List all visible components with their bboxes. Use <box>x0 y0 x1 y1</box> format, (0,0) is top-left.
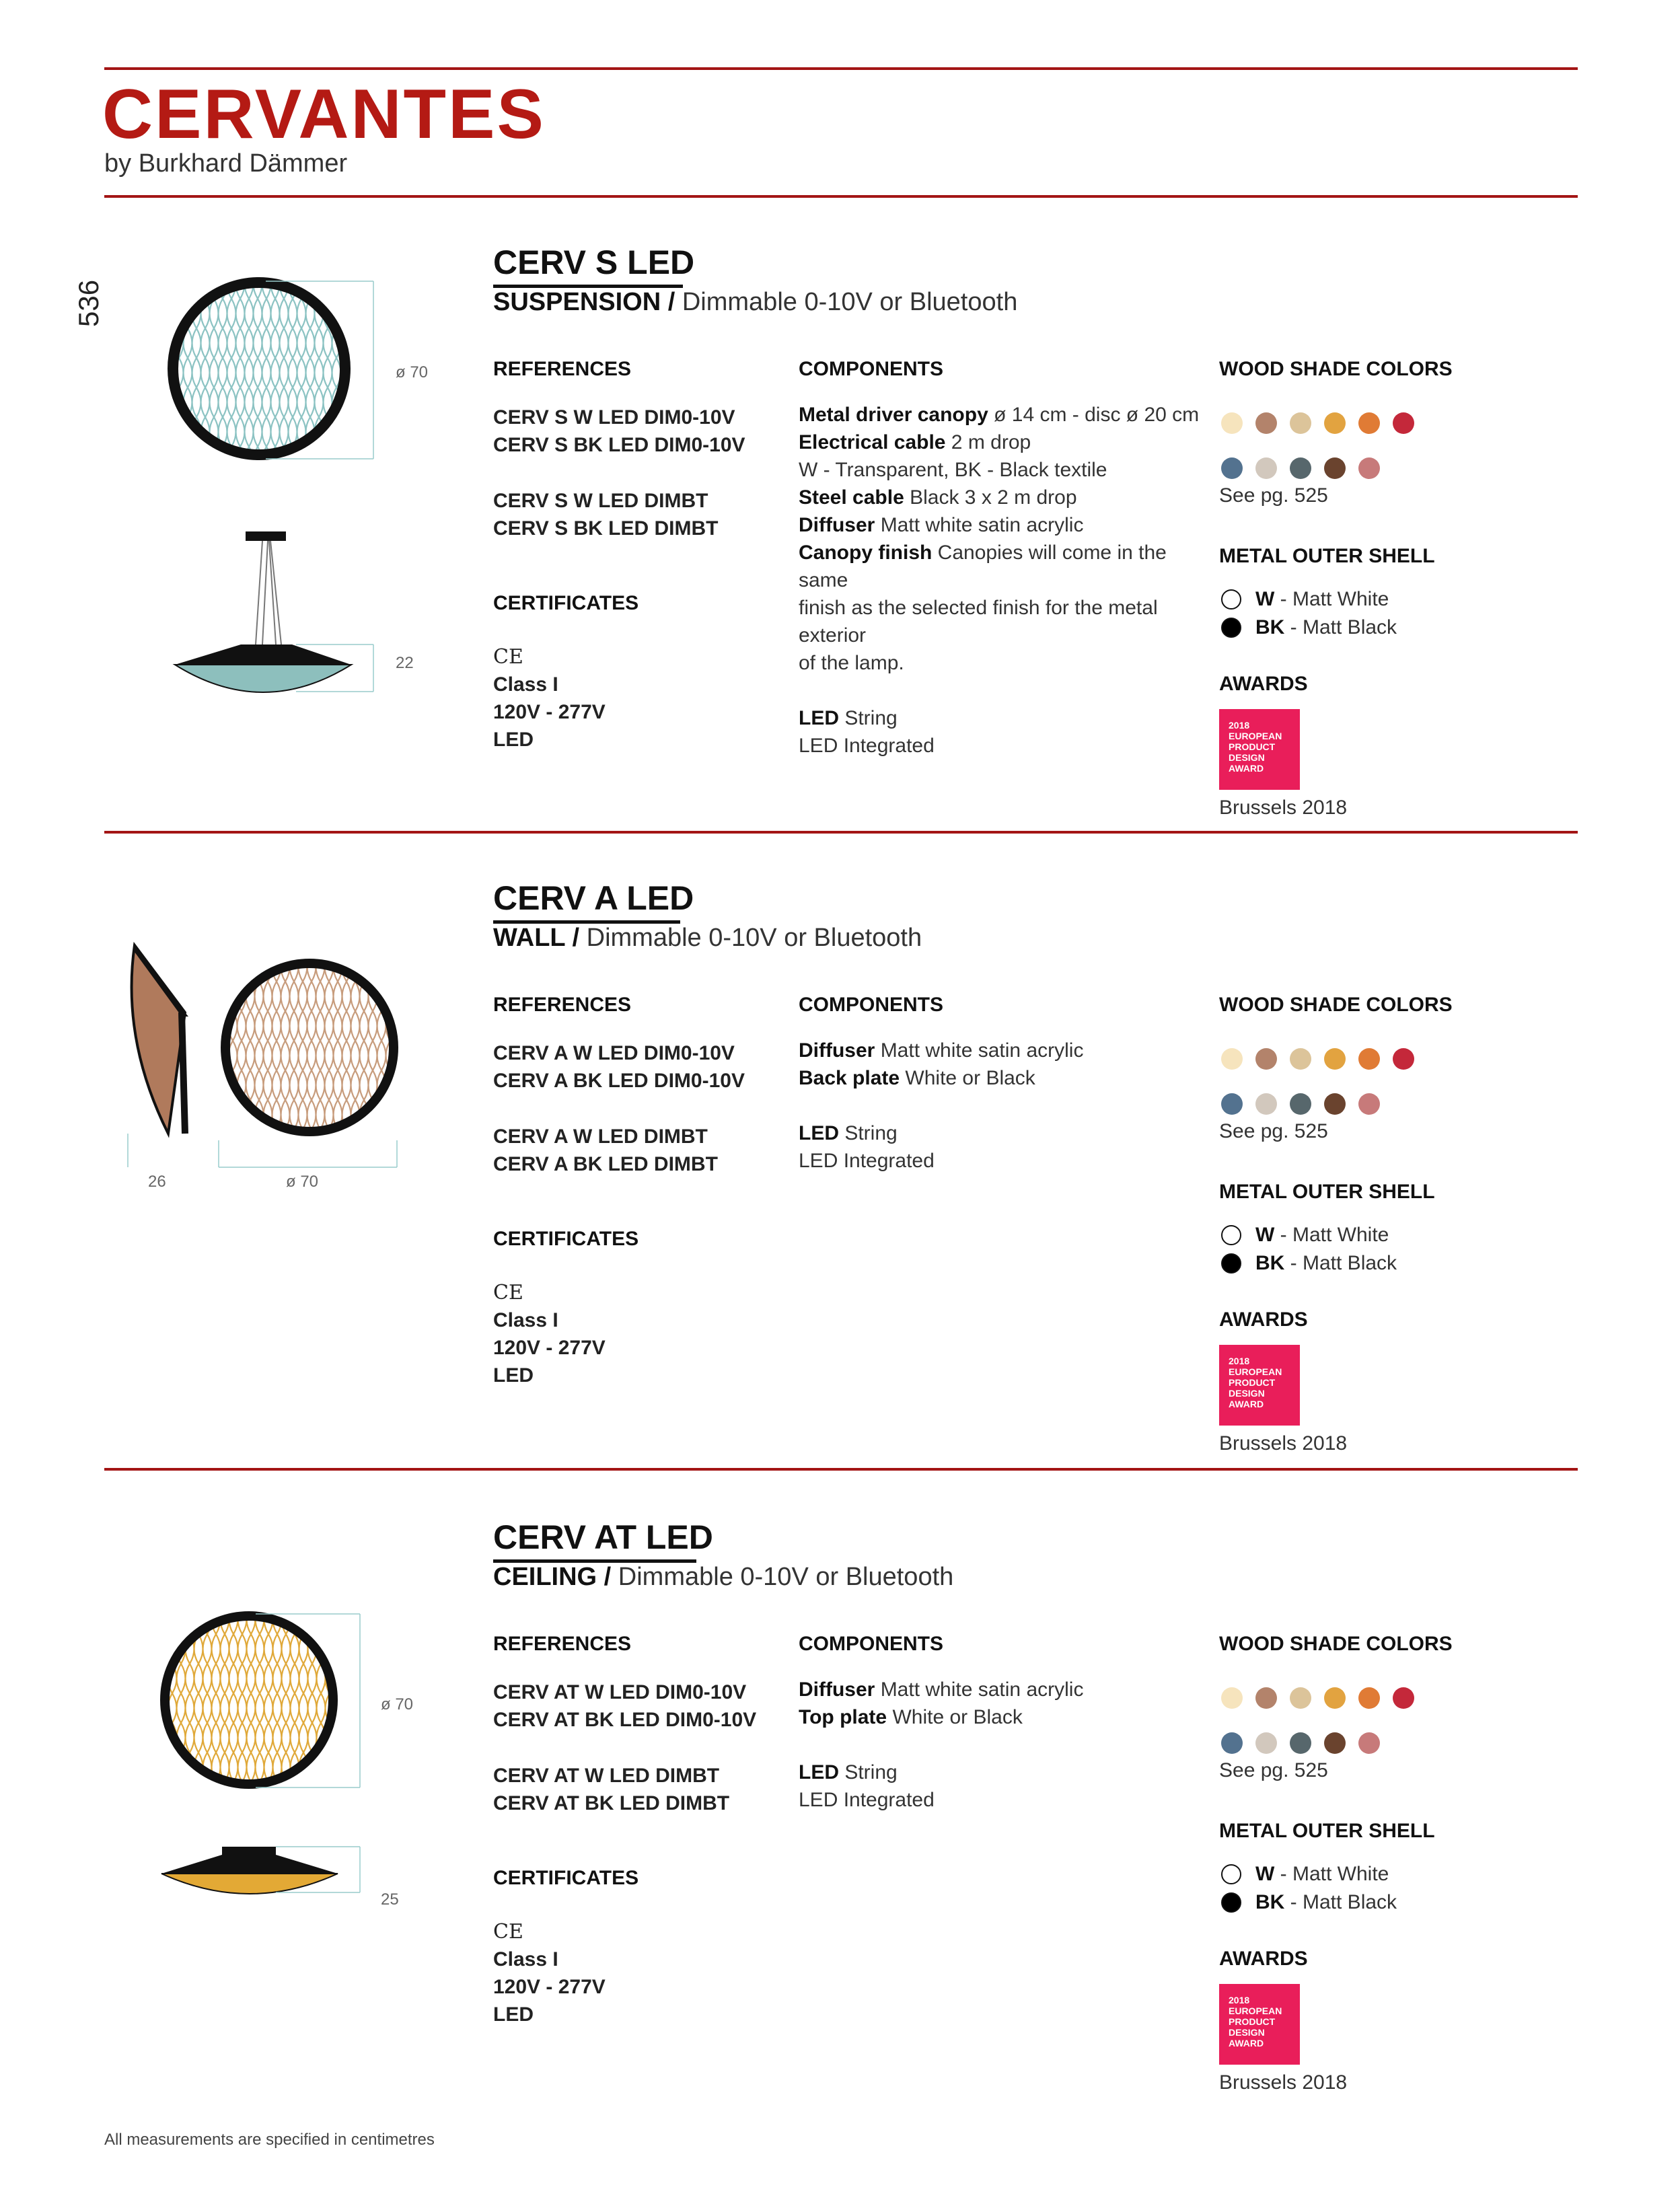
shell-name: - Matt Black <box>1284 616 1397 638</box>
metal-outer-shell-heading: METAL OUTER SHELL <box>1219 1820 1435 1842</box>
wood-shade-colors-heading: WOOD SHADE COLORS <box>1219 358 1453 380</box>
wood-color-swatch[interactable] <box>1393 1687 1414 1709</box>
certificate-class: Class I <box>493 1309 558 1331</box>
wood-color-swatch[interactable] <box>1255 412 1277 434</box>
reference-code: CERV AT BK LED DIMBT <box>493 1792 730 1814</box>
wood-color-swatch[interactable] <box>1393 412 1414 434</box>
award-badge-text: 2018 <box>1229 1995 1250 2005</box>
ce-mark: CE <box>493 645 523 669</box>
wood-shade-colors-heading: WOOD SHADE COLORS <box>1219 1633 1453 1655</box>
components-list <box>799 1037 1216 1175</box>
award-badge-text: DESIGN <box>1229 1388 1265 1399</box>
award-badge-text: EUROPEAN <box>1229 1366 1282 1377</box>
wood-color-swatch[interactable] <box>1255 1093 1277 1115</box>
dimension-depth: 26 <box>148 1173 166 1191</box>
component-name: Electrical cable <box>799 431 946 453</box>
wood-color-swatch[interactable] <box>1255 1732 1277 1754</box>
reference-code: CERV A BK LED DIMBT <box>493 1153 718 1175</box>
shell-code: W <box>1255 588 1275 610</box>
suspension-side-view <box>161 525 390 706</box>
dimension-diameter: ø 70 <box>381 1695 414 1713</box>
component-detail: Matt white satin acrylic <box>875 514 1084 536</box>
component-line <box>799 1676 1216 1703</box>
product-title: CERV S LED <box>493 244 695 281</box>
components-list <box>799 1676 1216 1814</box>
awards-heading: AWARDS <box>1219 1308 1308 1331</box>
wood-color-swatch[interactable] <box>1324 1732 1346 1754</box>
component-detail: LED Integrated <box>799 1789 935 1811</box>
references-heading: REFERENCES <box>493 358 632 380</box>
ce-mark: CE <box>493 1281 523 1304</box>
reference-code: CERV AT BK LED DIM0-10V <box>493 1709 757 1731</box>
component-detail: String <box>839 707 898 729</box>
component-line <box>799 539 1216 594</box>
component-detail: Canopies will come in the same <box>799 542 1167 591</box>
dimension-height: 25 <box>381 1890 399 1909</box>
shell-name: - Matt White <box>1274 588 1389 610</box>
wood-color-swatch[interactable] <box>1324 457 1346 479</box>
component-line <box>799 732 1216 760</box>
product-title: CERV AT LED <box>493 1518 713 1556</box>
awards-heading: AWARDS <box>1219 1948 1308 1970</box>
reference-code: CERV S W LED DIM0-10V <box>493 406 735 429</box>
award-badge <box>1219 1345 1300 1426</box>
mounting-type: WALL / <box>493 924 580 952</box>
shell-code: BK <box>1255 616 1285 638</box>
certificate-led: LED <box>493 1364 534 1387</box>
metal-outer-shell-heading: METAL OUTER SHELL <box>1219 545 1435 567</box>
reference-code: CERV A W LED DIM0-10V <box>493 1042 735 1064</box>
shell-black-label <box>1255 1891 1397 1914</box>
reference-code: CERV AT W LED DIM0-10V <box>493 1681 747 1703</box>
wood-color-swatch[interactable] <box>1324 1048 1346 1070</box>
wood-color-swatch[interactable] <box>1255 457 1277 479</box>
component-line <box>799 1037 1216 1064</box>
award-badge-text: PRODUCT <box>1229 1377 1276 1388</box>
component-detail: Matt white satin acrylic <box>875 1039 1084 1062</box>
references-heading: REFERENCES <box>493 994 632 1016</box>
dimension-height: 22 <box>396 654 414 672</box>
shell-white-label <box>1255 588 1389 611</box>
award-badge-text: AWARD <box>1229 763 1264 774</box>
components-heading: COMPONENTS <box>799 1633 944 1655</box>
components-list <box>799 401 1216 760</box>
shell-code: BK <box>1255 1891 1285 1913</box>
wood-color-swatch[interactable] <box>1290 1732 1311 1754</box>
award-badge-text: 2018 <box>1229 720 1250 731</box>
wood-color-swatch[interactable] <box>1290 1093 1311 1115</box>
component-name: Diffuser <box>799 1039 875 1062</box>
reference-code: CERV A BK LED DIM0-10V <box>493 1070 745 1092</box>
component-line <box>799 1147 1216 1175</box>
dimming-mode: Dimmable 0-10V or Bluetooth <box>675 288 1018 316</box>
wood-color-swatch[interactable] <box>1358 412 1380 434</box>
awards-heading: AWARDS <box>1219 673 1308 695</box>
shell-code: W <box>1255 1224 1275 1246</box>
wood-color-swatch[interactable] <box>1358 1048 1380 1070</box>
page-number: 536 <box>73 279 104 327</box>
references-heading: REFERENCES <box>493 1633 632 1655</box>
component-detail: White or Black <box>887 1706 1023 1728</box>
shell-name: - Matt White <box>1274 1224 1389 1246</box>
wood-color-swatch[interactable] <box>1255 1687 1277 1709</box>
certificates-heading: CERTIFICATES <box>493 1867 639 1889</box>
certificates-heading: CERTIFICATES <box>493 592 639 614</box>
see-page-reference: See pg. 525 <box>1219 1120 1328 1142</box>
wood-color-swatch[interactable] <box>1255 1048 1277 1070</box>
wood-color-swatch[interactable] <box>1221 457 1243 479</box>
component-line <box>799 511 1216 539</box>
wood-color-swatch[interactable] <box>1221 412 1243 434</box>
wood-color-swatch[interactable] <box>1290 457 1311 479</box>
component-line <box>799 1064 1216 1092</box>
wood-color-swatch[interactable] <box>1290 1048 1311 1070</box>
certificate-led: LED <box>493 729 534 751</box>
shell-name: - Matt Black <box>1284 1891 1397 1913</box>
ceiling-front-view <box>155 1605 384 1806</box>
shell-black-swatch[interactable] <box>1221 1892 1241 1913</box>
shell-code: BK <box>1255 1252 1285 1274</box>
component-line <box>799 704 1216 732</box>
wood-color-swatch[interactable] <box>1290 412 1311 434</box>
component-name: Top plate <box>799 1706 887 1728</box>
reference-code: CERV A W LED DIMBT <box>493 1126 708 1148</box>
measurement-footnote: All measurements are specified in centimetres <box>104 2131 435 2149</box>
component-name: LED <box>799 1122 839 1144</box>
component-line <box>799 1731 1216 1759</box>
product-subtitle <box>493 1563 953 1592</box>
component-detail: W - Transparent, BK - Black textile <box>799 459 1107 481</box>
wall-front-view <box>215 952 410 1154</box>
component-name: LED <box>799 1761 839 1783</box>
shell-black-label <box>1255 1252 1397 1275</box>
shell-white-swatch[interactable] <box>1221 1225 1241 1245</box>
dimming-mode: Dimmable 0-10V or Bluetooth <box>579 924 922 952</box>
wood-color-swatch[interactable] <box>1290 1687 1311 1709</box>
component-name: Metal driver canopy <box>799 404 988 426</box>
award-location: Brussels 2018 <box>1219 1432 1348 1454</box>
award-badge-text: AWARD <box>1229 1399 1264 1409</box>
dimension-diameter: ø 70 <box>396 363 429 381</box>
section-divider <box>104 831 1578 834</box>
component-name: Diffuser <box>799 1679 875 1701</box>
certificates-heading: CERTIFICATES <box>493 1228 639 1250</box>
shell-white-label <box>1255 1224 1389 1247</box>
components-heading: COMPONENTS <box>799 994 944 1016</box>
component-detail: LED Integrated <box>799 735 935 757</box>
designer-byline: by Burkhard Dämmer <box>104 149 348 178</box>
shell-white-swatch[interactable] <box>1221 1864 1241 1884</box>
certificate-voltage: 120V - 277V <box>493 701 606 723</box>
mounting-type: CEILING / <box>493 1563 612 1591</box>
award-badge <box>1219 709 1300 790</box>
product-section <box>0 1517 1680 2149</box>
award-badge-text: PRODUCT <box>1229 741 1276 752</box>
wood-color-swatch[interactable] <box>1324 1687 1346 1709</box>
certificate-led: LED <box>493 2003 534 2026</box>
component-detail: Matt white satin acrylic <box>875 1679 1084 1701</box>
wood-shade-colors-heading: WOOD SHADE COLORS <box>1219 994 1453 1016</box>
component-line <box>799 1786 1216 1814</box>
dimension-diameter: ø 70 <box>286 1173 319 1191</box>
shell-name: - Matt Black <box>1284 1252 1397 1274</box>
component-line <box>799 594 1216 649</box>
wood-color-swatch[interactable] <box>1358 1732 1380 1754</box>
award-badge-text: DESIGN <box>1229 2027 1265 2038</box>
metal-outer-shell-heading: METAL OUTER SHELL <box>1219 1181 1435 1203</box>
wall-side-view <box>121 938 195 1140</box>
ce-mark: CE <box>493 1920 523 1944</box>
award-location: Brussels 2018 <box>1219 2071 1348 2094</box>
award-badge <box>1219 1984 1300 2065</box>
component-line <box>799 484 1216 511</box>
component-name: Diffuser <box>799 514 875 536</box>
component-detail: Black 3 x 2 m drop <box>904 486 1077 509</box>
brand-title: CERVANTES <box>102 75 546 153</box>
ceiling-side-view <box>155 1840 384 1921</box>
component-line <box>799 1119 1216 1147</box>
product-section <box>0 878 1680 1510</box>
component-detail: LED Integrated <box>799 1150 935 1172</box>
component-name: Canopy finish <box>799 542 933 564</box>
award-badge-text: DESIGN <box>1229 752 1265 763</box>
reference-code: CERV AT W LED DIMBT <box>493 1765 720 1787</box>
wood-color-swatch[interactable] <box>1358 1687 1380 1709</box>
certificate-class: Class I <box>493 1948 558 1970</box>
dimming-mode: Dimmable 0-10V or Bluetooth <box>611 1563 954 1591</box>
component-line <box>799 1759 1216 1786</box>
component-detail: White or Black <box>900 1067 1035 1089</box>
header-top-rule <box>104 67 1578 70</box>
award-badge-text: EUROPEAN <box>1229 2005 1282 2016</box>
reference-code: CERV S BK LED DIM0-10V <box>493 434 745 456</box>
shell-white-label <box>1255 1863 1389 1886</box>
component-line <box>799 1092 1216 1119</box>
award-location: Brussels 2018 <box>1219 797 1348 819</box>
shell-black-swatch[interactable] <box>1221 618 1241 638</box>
wood-color-swatch[interactable] <box>1358 1093 1380 1115</box>
award-badge-text: 2018 <box>1229 1356 1250 1366</box>
component-line <box>799 456 1216 484</box>
shell-black-label <box>1255 616 1397 639</box>
see-page-reference: See pg. 525 <box>1219 1759 1328 1781</box>
component-name: Back plate <box>799 1067 900 1089</box>
component-detail: finish as the selected finish for the metal exterior <box>799 597 1158 647</box>
component-line <box>799 1703 1216 1731</box>
shell-black-swatch[interactable] <box>1221 1253 1241 1274</box>
product-subtitle <box>493 924 922 953</box>
product-section <box>0 242 1680 875</box>
component-detail: ø 14 cm - disc ø 20 cm <box>988 404 1200 426</box>
wood-color-swatch[interactable] <box>1221 1048 1243 1070</box>
component-name: Steel cable <box>799 486 904 509</box>
see-page-reference: See pg. 525 <box>1219 484 1328 507</box>
award-badge-text: EUROPEAN <box>1229 731 1282 741</box>
wood-color-swatch[interactable] <box>1324 1093 1346 1115</box>
product-title: CERV A LED <box>493 879 694 917</box>
product-subtitle <box>493 288 1017 317</box>
component-line <box>799 429 1216 456</box>
wood-color-swatch[interactable] <box>1358 457 1380 479</box>
wood-color-swatch[interactable] <box>1221 1732 1243 1754</box>
suspension-front-view <box>161 269 390 471</box>
component-line <box>799 677 1216 704</box>
component-detail: String <box>839 1122 898 1144</box>
award-badge-text: AWARD <box>1229 2038 1264 2049</box>
mounting-type: SUSPENSION / <box>493 288 675 316</box>
reference-code: CERV S BK LED DIMBT <box>493 517 719 540</box>
certificate-voltage: 120V - 277V <box>493 1337 606 1359</box>
certificate-voltage: 120V - 277V <box>493 1976 606 1998</box>
wood-color-swatch[interactable] <box>1393 1048 1414 1070</box>
certificate-class: Class I <box>493 673 558 696</box>
component-line <box>799 401 1216 429</box>
wood-color-swatch[interactable] <box>1221 1093 1243 1115</box>
component-line <box>799 649 1216 677</box>
shell-white-swatch[interactable] <box>1221 589 1241 610</box>
component-detail: of the lamp. <box>799 652 904 674</box>
component-name: LED <box>799 707 839 729</box>
header-bottom-rule <box>104 195 1578 198</box>
wood-color-swatch[interactable] <box>1221 1687 1243 1709</box>
shell-name: - Matt White <box>1274 1863 1389 1885</box>
award-badge-text: PRODUCT <box>1229 2016 1276 2027</box>
component-detail: String <box>839 1761 898 1783</box>
section-divider <box>104 1468 1578 1471</box>
component-detail: 2 m drop <box>945 431 1031 453</box>
reference-code: CERV S W LED DIMBT <box>493 490 708 512</box>
components-heading: COMPONENTS <box>799 358 944 380</box>
wood-color-swatch[interactable] <box>1324 412 1346 434</box>
shell-code: W <box>1255 1863 1275 1885</box>
